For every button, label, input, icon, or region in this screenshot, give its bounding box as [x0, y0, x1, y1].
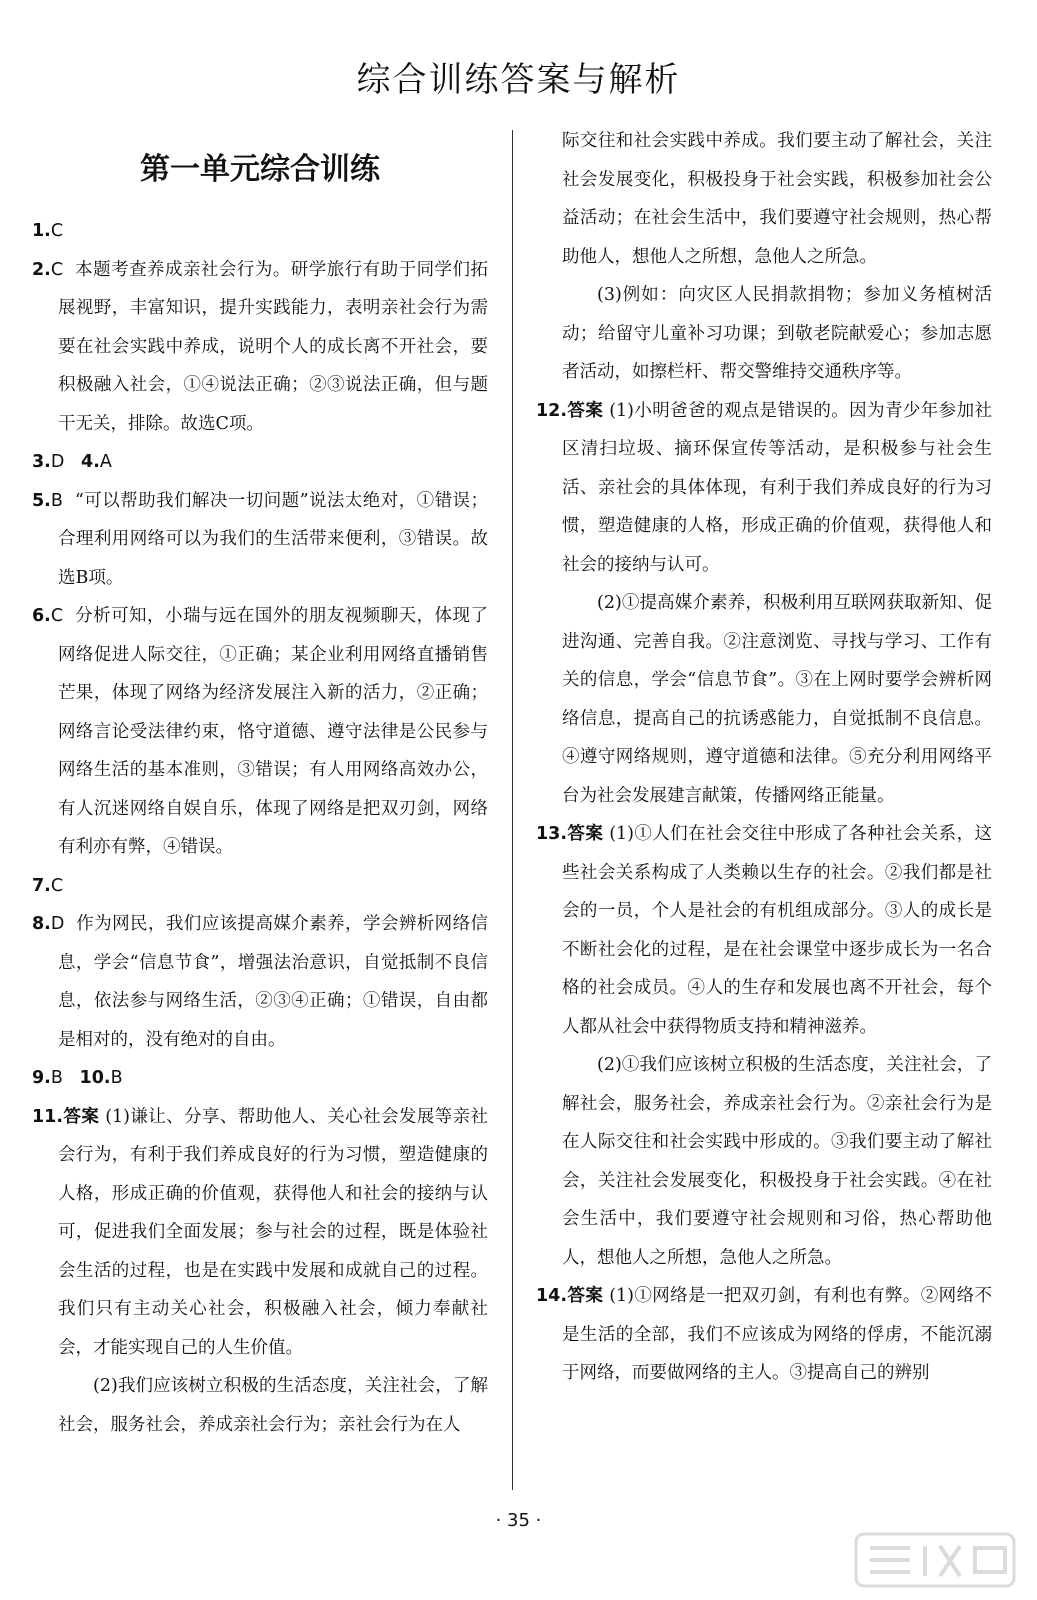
- answer-part-2: (2)①提高媒介素养，积极利用互联网获取新知、促进沟通、完善自我。②注意浏览、寻找与学习、工作有关的信息，学会“信息节食”。③在上网时要学会辨析网络信息，提高自己的抗诱惑能力，自觉抵制不良信息。④遵守网络规则，遵守道德和法律。⑤充分利用网络平台为社会发展建言献策，传播网络正能量。: [562, 593, 992, 806]
- right-column: [536, 122, 992, 1393]
- page-title: 综合训练答案与解析: [356, 60, 681, 100]
- answer-item-14: [536, 1277, 992, 1393]
- answer-choice: B: [50, 1068, 63, 1088]
- watermark-logo: [850, 1528, 1020, 1592]
- answer-item-7: [32, 867, 488, 906]
- answer-tag: 答案: [567, 1286, 604, 1306]
- answer-part-1: (1)谦让、分享、帮助他人、关心社会发展等亲社会行为，有利于我们养成良好的行为习惯，塑造健康的人格，形成正确的价值观，获得他人和社会的接纳与认可，促进我们全面发展；参与社会的过程，既是体验社会生活的过程，也是在实践中发展和成就自己的过程。我们只有主动关心社会，积极融入社会，倾力奉献社会，才能实现自己的人生价值。: [58, 1106, 488, 1358]
- answer-item-13: [536, 815, 992, 1046]
- question-number: 8.: [32, 914, 51, 934]
- answer-tag: 答案: [567, 400, 604, 421]
- question-number: 11.: [32, 1106, 64, 1127]
- explanation-text: “可以帮助我们解决一切问题”说法太绝对，①错误；合理利用网络可以为我们的生活带来便利，③错误。故选B项。: [58, 490, 488, 588]
- question-number: 10.: [79, 1068, 111, 1088]
- explanation-text: 分析可知，小瑞与远在国外的朋友视频聊天，体现了网络促进人际交往，①正确；某企业利用网络直播销售芒果，体现了网络为经济发展注入新的活力，②正确；网络言论受法律约束，恪守道德、遵守法律是公民参与网络生活的基本准则，③错误；有人用网络高效办公，有人沉迷网络自娱自乐，体现了网络是把双刃剑，网络有利亦有弊，④错误。: [58, 606, 488, 857]
- answer-tag: 答案: [63, 1106, 100, 1127]
- answer-part-2: (2)我们应该树立积极的生活态度，关注社会，了解社会，服务社会，养成亲社会行为；亲社会行为在人: [58, 1376, 488, 1435]
- answer-tag: 答案: [567, 824, 604, 844]
- answer-choice: A: [99, 452, 112, 472]
- question-number: 2.: [32, 259, 51, 280]
- question-number: 6.: [32, 606, 51, 626]
- answer-choice: B: [110, 1068, 123, 1088]
- section-title: 第一单元综合训练: [140, 152, 380, 187]
- answer-item-8: [32, 905, 488, 1059]
- answer-item-6: [32, 597, 488, 867]
- explanation-text: 作为网民，我们应该提高媒介素养，学会辨析网络信息，学会“信息节食”，增强法治意识，自觉抵制不良信息，依法参与网络生活，②③④正确；①错误，自由都是相对的，没有绝对的自由。: [58, 914, 488, 1050]
- question-number: 13.: [536, 824, 568, 844]
- question-number: 1.: [32, 221, 51, 241]
- question-number: 5.: [32, 490, 51, 511]
- question-number: 9.: [32, 1068, 51, 1088]
- answer-part-1: (1)①网络是一把双刃剑，有利也有弊。②网络不是生活的全部，我们不应该成为网络的俘虏，不能沉溺于网络，而要做网络的主人。③提高自己的辨别: [562, 1286, 992, 1383]
- left-column: [32, 138, 488, 1444]
- answer-part-2: (2)①我们应该树立积极的生活态度，关注社会，了解社会，服务社会，养成亲社会行为。②亲社会行为是在人际交往和社会实践中形成的。③我们要主动了解社会，关注社会发展变化，积极投身于社会实践。④在社会生活中，我们要遵守社会规则和习俗，热心帮助他人，想他人之所想，急他人之所急。: [562, 1055, 992, 1268]
- answer-item-1: [32, 212, 488, 251]
- answer-item-3-4: [32, 443, 488, 482]
- answer-part-3: (3)例如：向灾区人民捐款捐物；参加义务植树活动；给留守儿童补习功课；到敬老院献爱心；参加志愿者活动，如擦栏杆、帮交警维持交通秩序等。: [562, 285, 992, 382]
- page-number: · 35 ·: [495, 1510, 542, 1531]
- question-number: 14.: [536, 1286, 568, 1306]
- answer-item-2: [32, 251, 488, 444]
- answer-part-2-continued: 际交往和社会实践中养成。我们要主动了解社会，关注社会发展变化，积极投身于社会实践，积极参加社会公益活动；在社会生活中，我们要遵守社会规则，热心帮助他人，想他人之所想，急他人之所急。: [562, 131, 992, 267]
- question-number: 3.: [32, 452, 51, 472]
- question-number: 7.: [32, 875, 51, 896]
- explanation-text: 本题考查养成亲社会行为。研学旅行有助于同学们拓展视野，丰富知识，提升实践能力，表明亲社会行为需要在社会实践中养成，说明个人的成长离不开社会，要积极融入社会，①④说法正确；②③说法正确，但与题干无关，排除。故选C项。: [58, 259, 488, 434]
- answer-choice: D: [50, 452, 65, 472]
- answer-item-5: [32, 482, 488, 598]
- answer-choice: C: [50, 221, 64, 241]
- answer-item-9-10: [32, 1059, 488, 1098]
- answer-part-1: (1)①人们在社会交往中形成了各种社会关系，这些社会关系构成了人类赖以生存的社会。②我们都是社会的一员，个人是社会的有机组成部分。③人的成长是不断社会化的过程，是在社会课堂中逐步成长为一名合格的社会成员。④人的生存和发展也离不开社会，每个人都从社会中获得物质支持和精神滋养。: [562, 824, 992, 1037]
- answer-choice: C: [50, 606, 64, 626]
- answer-item-11: [32, 1098, 488, 1368]
- answer-item-12: [536, 392, 992, 585]
- answer-part-1: (1)小明爸爸的观点是错误的。因为青少年参加社区清扫垃圾、摘环保宣传等活动，是积极参与社会生活、亲社会的具体体现，有利于我们养成良好的行为习惯，塑造健康的人格，形成正确的价值观，获得他人和社会的接纳与认可。: [562, 400, 992, 575]
- answer-choice: D: [50, 914, 65, 934]
- question-number: 4.: [81, 452, 100, 472]
- column-divider: [512, 130, 513, 1490]
- question-number: 12.: [536, 400, 568, 421]
- answer-choice: C: [50, 875, 64, 896]
- answer-choice: C: [50, 259, 64, 280]
- answer-choice: B: [50, 490, 63, 511]
